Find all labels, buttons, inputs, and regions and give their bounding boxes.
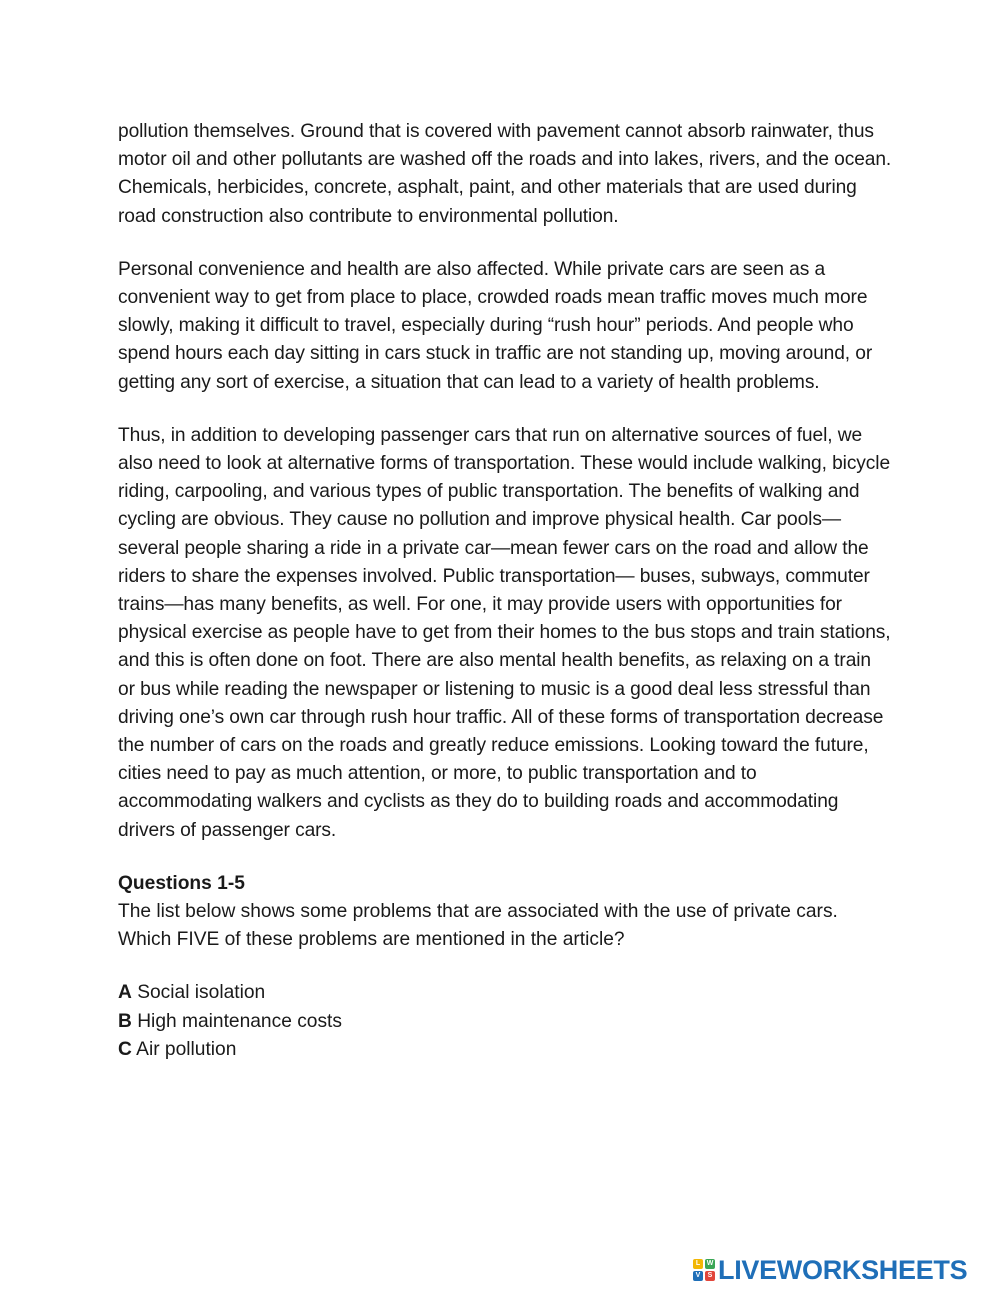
logo-mark-tile: W bbox=[706, 1260, 714, 1267]
questions-title: Questions 1-5 bbox=[118, 872, 245, 894]
option-a bbox=[118, 979, 893, 1007]
questions-section bbox=[118, 870, 893, 1064]
logo-mark-tile: S bbox=[705, 1271, 715, 1281]
logo-mark-tile: V bbox=[693, 1271, 703, 1281]
option-c bbox=[118, 1036, 893, 1064]
logo-text: LIVEWORKSHEETS bbox=[718, 1255, 968, 1285]
paragraph-alternatives: Thus, in addition to developing passenger cars that run on alternative sources of fuel, we also need to look at alternative forms of transportation. These would include walking, bicycle riding, carpooling, and various types of public transportation. The benefits of walking and cycling are obvious. They cause no pollution and improve physical health. Car pools—several people sharing a ride in a private car—mean fewer cars on the road and allow the riders to share the expenses involved. Public transportation— buses, subways, commuter trains—has many benefits, as well. For one, it may provide users with opportunities for physical exercise as people have to get from their homes to the bus stops and train stations, and this is often done on foot. There are also mental health benefits, as relaxing on a train or bus while reading the newspaper or listening to music is a good deal less stressful than driving one’s own car through rush hour traffic. All of these forms of transportation decrease the number of cars on the roads and greatly reduce emissions. Looking toward the future, cities need to pay as much attention, or more, to public transportation and to accommodating walkers and cyclists as they do to building roads and accommodating drivers of passenger cars. bbox=[118, 424, 891, 841]
questions-prompt: The list below shows some problems that are associated with the use of private cars. Which FIVE of these problems are mentioned in the article? bbox=[118, 901, 838, 951]
option-letter: C bbox=[118, 1038, 132, 1060]
logo-mark-icon bbox=[693, 1259, 715, 1281]
worksheet-page bbox=[118, 118, 893, 1064]
option-letter: B bbox=[118, 1010, 132, 1032]
option-letter: A bbox=[118, 982, 132, 1004]
paragraph-pollution: pollution themselves. Ground that is covered with pavement cannot absorb rainwater, thus motor oil and other pollutants are washed off the roads and into lakes, rivers, and the ocean. Chemicals, herbicides, concrete, asphalt, paint, and other materials that are used during road construction also contribute to environmental pollution. bbox=[118, 121, 892, 227]
option-text: Social isolation bbox=[137, 982, 266, 1004]
options-list bbox=[118, 979, 893, 1064]
paragraph-health: Personal convenience and health are also affected. While private cars are seen as a convenient way to get from place to place, crowded roads mean traffic moves much more slowly, making it difficult to travel, especially during “rush hour” periods. And people who spend hours each day sitting in cars stuck in traffic are not standing up, moving around, or getting any sort of exercise, a situation that can lead to a variety of health problems. bbox=[118, 258, 873, 393]
logo-mark-tile: L bbox=[693, 1259, 703, 1269]
option-b bbox=[118, 1008, 893, 1036]
option-text: High maintenance costs bbox=[137, 1010, 342, 1032]
liveworksheets-logo[interactable] bbox=[693, 1255, 967, 1285]
option-text: Air pollution bbox=[136, 1038, 237, 1060]
